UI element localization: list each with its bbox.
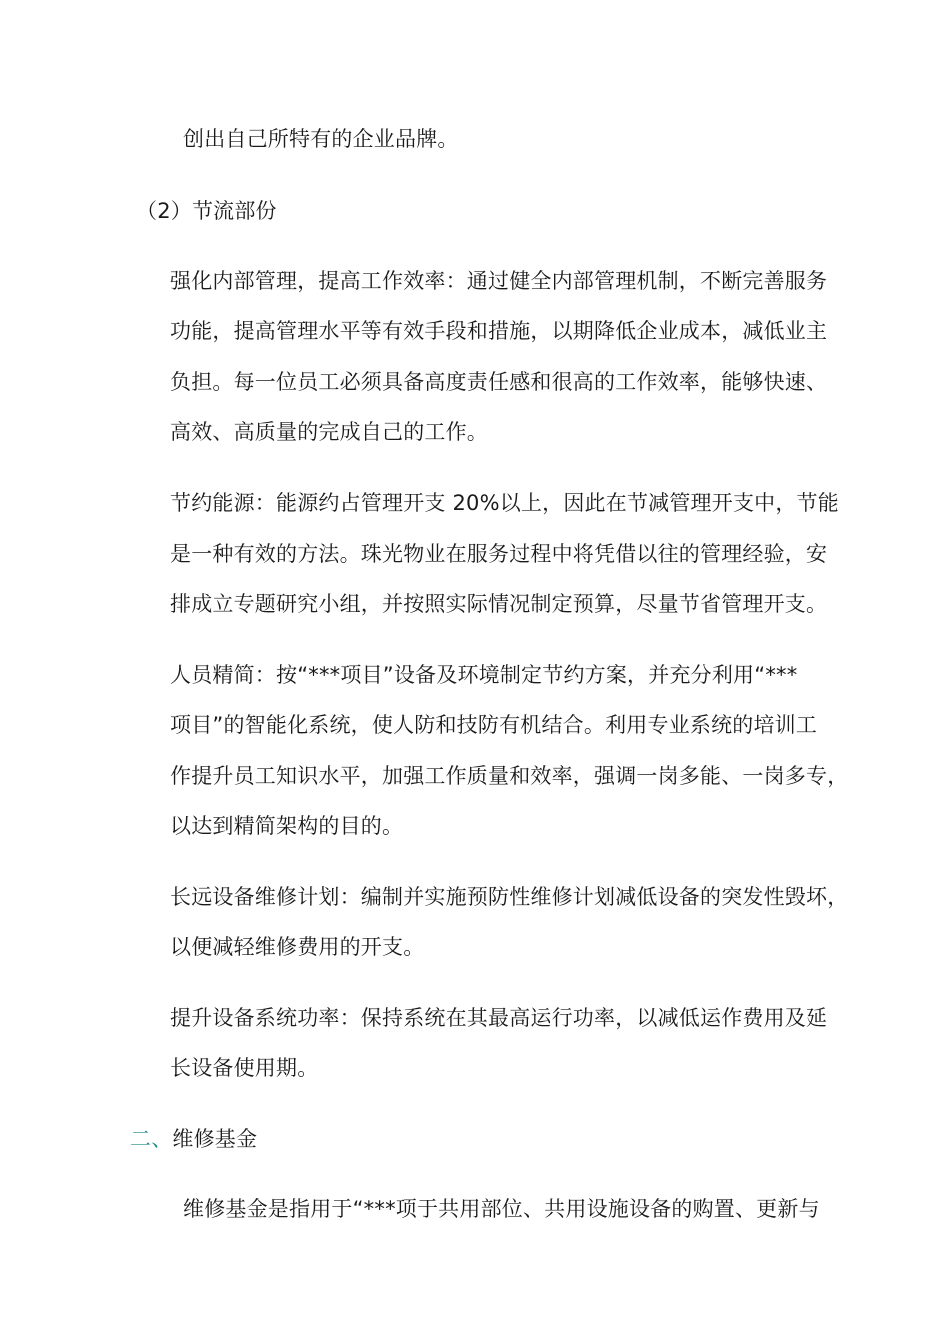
paragraph-line: 以达到精简架构的目的。 (170, 814, 404, 838)
section-heading (130, 1124, 257, 1154)
paragraph-line: 节约能源：能源约占管理开支 20%以上，因此在节减管理开支中，节能 (170, 491, 839, 515)
paragraph-line: 负担。每一位员工必须具备高度责任感和很高的工作效率，能够快速、 (170, 370, 828, 394)
paragraph-line: 提升设备系统功率：保持系统在其最高运行功率，以减低运作费用及延 (170, 1006, 828, 1030)
paragraph-line: 排成立专题研究小组，并按照实际情况制定预算，尽量节省管理开支。 (170, 592, 828, 616)
section-heading-number: 二、 (130, 1127, 173, 1151)
section-heading-text: 维修基金 (172, 1127, 258, 1151)
paragraph-line: 人员精简：按“***项目”设备及环境制定节约方案，并充分利用“*** (170, 663, 798, 687)
paragraph-line: 是一种有效的方法。珠光物业在服务过程中将凭借以往的管理经验，安 (170, 542, 828, 566)
paragraph-line: 功能，提高管理水平等有效手段和措施，以期降低企业成本，减低业主 (170, 319, 828, 343)
paragraph-line: 创出自己所特有的企业品牌。 (183, 127, 459, 151)
paragraph-line: 以便减轻维修费用的开支。 (170, 935, 425, 959)
paragraph-line: 高效、高质量的完成自己的工作。 (170, 420, 488, 444)
paragraph-line: 作提升员工知识水平，加强工作质量和效率，强调一岗多能、一岗多专， (170, 764, 849, 788)
paragraph-line: 维修基金是指用于“***项于共用部位、共用设施设备的购置、更新与 (183, 1197, 820, 1221)
section-subheading: （2）节流部份 (136, 199, 277, 223)
paragraph-line: 长远设备维修计划：编制并实施预防性维修计划减低设备的突发性毁坏， (170, 885, 849, 909)
paragraph-line: 强化内部管理，提高工作效率：通过健全内部管理机制，不断完善服务 (170, 269, 828, 293)
paragraph-line: 长设备使用期。 (170, 1056, 319, 1080)
paragraph-line: 项目”的智能化系统，使人防和技防有机结合。利用专业系统的培训工 (170, 713, 818, 737)
